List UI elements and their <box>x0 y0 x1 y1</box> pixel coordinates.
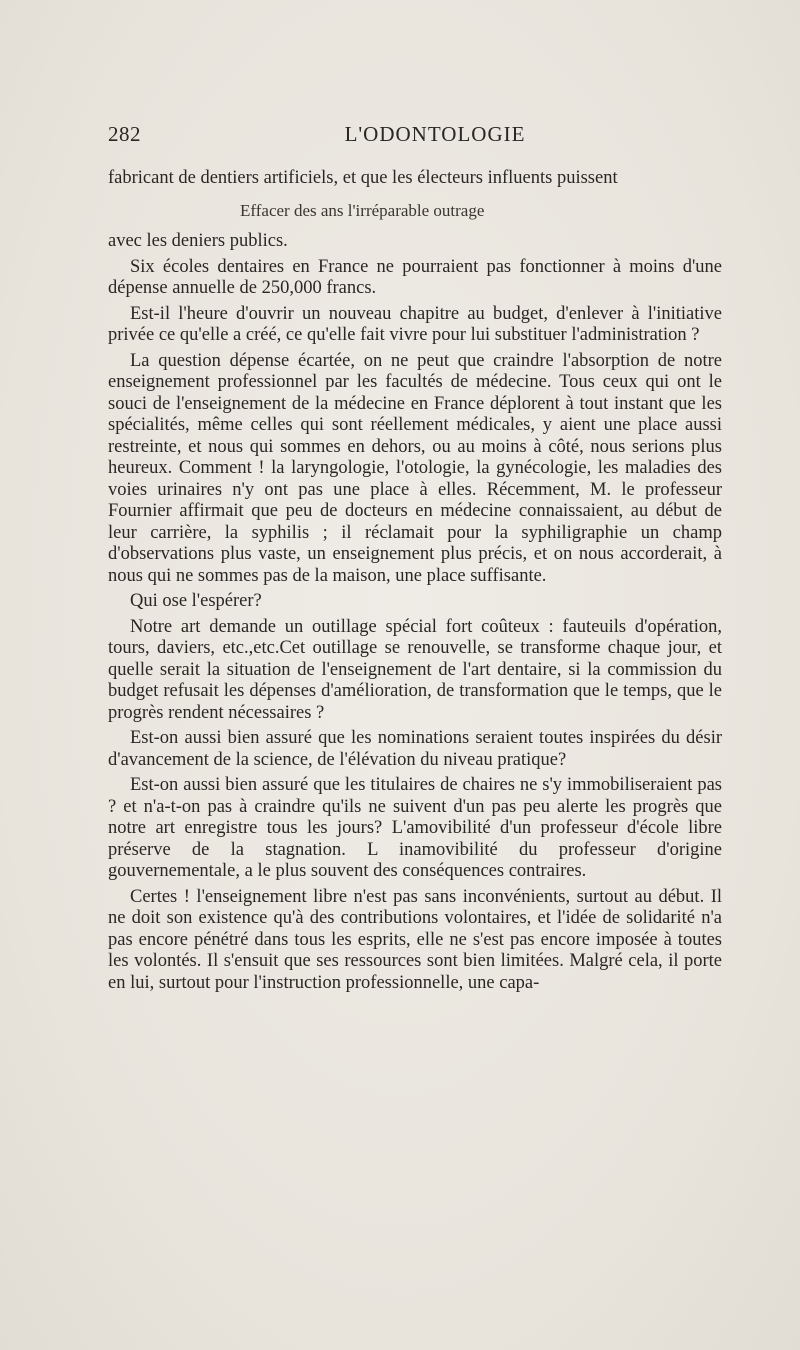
body-text <box>108 168 722 998</box>
paragraph: Certes ! l'enseignement libre n'est pas sans inconvénients, surtout au début. Il ne doit son existence qu'à des contributions volontaires, et l'idée de solidarité n'a pas encore pénétré dans tous les esprits, elle ne s'est pas encore imposée à toutes les volontés. Il s'ensuit que ses ressources sont bien limitées. Malgré cela, il porte en lui, surtout pour l'instruction professionnelle, une capa- <box>108 886 722 993</box>
paragraph: La question dépense écartée, on ne peut que craindre l'absorption de notre enseignement professionnel par les facultés de médecine. Tous ceux qui ont le souci de l'enseignement de la médecine en France déplorent à tout instant que les spécialités, même celles qui sont réellement médicales, y aient une place aussi restreinte, et nous qui sommes en dehors, ou au moins à côté, nous serions plus heureux. Comment ! la laryngologie, l'otologie, la gynécologie, les maladies des voies urinaires n'y ont pas une place à elles. Récemment, M. le professeur Fournier affirmait que peu de docteurs en médecine connaissaient, au début de leur carrière, la syphilis ; il réclamait pour la syphiligraphie un champ d'observations plus vaste, un enseignement plus précis, et on nous accorderait, à nous qui ne sommes pas de la maison, une place suffisante. <box>108 350 722 586</box>
paragraph: Six écoles dentaires en France ne pourraient pas fonctionner à moins d'une dépense annuelle de 250,000 francs. <box>108 256 722 298</box>
page-number: 282 <box>108 122 141 146</box>
paragraph: Est-on aussi bien assuré que les titulaires de chaires ne s'y immobiliseraient pas ? et n'a-t-on pas à craindre qu'ils ne suivent d'un pas peu alerte les progrès que notre art enregistre tous les jours? L'amovibilité d'un professeur d'école libre préserve de la stagnation. L inamovibilité du professeur d'origine gouvernementale, a le plus souvent des conséquences contraires. <box>108 775 722 881</box>
running-head: L'ODONTOLOGIE <box>344 122 526 146</box>
paragraph: avec les deniers publics. <box>108 231 288 251</box>
paragraph: Notre art demande un outillage spécial fort coûteux : fauteuils d'opération, tours, daviers, etc.,etc.Cet outillage se renouvelle, se transforme chaque jour, et quelle serait la situation de l'enseignement de l'art dentaire, si la commission du budget refusait les dépenses d'amélioration, de transformation que le temps, que le progrès rendent nécessaires ? <box>108 616 722 723</box>
paragraph: Est-il l'heure d'ouvrir un nouveau chapitre au budget, d'enlever à l'initiative privée ce qu'elle a créé, ce qu'elle fait vivre pour lui substituer l'administration ? <box>108 303 722 345</box>
verse-quotation: Effacer des ans l'irréparable outrage <box>240 200 485 220</box>
paragraph: Est-on aussi bien assuré que les nominations seraient toutes inspirées du désir d'avancement de la science, de l'élévation du niveau pratique? <box>108 728 722 770</box>
page-header <box>108 122 722 152</box>
paragraph: fabricant de dentiers artificiels, et que les électeurs influents puissent <box>108 168 618 188</box>
paragraph: Qui ose l'espérer? <box>130 591 262 611</box>
